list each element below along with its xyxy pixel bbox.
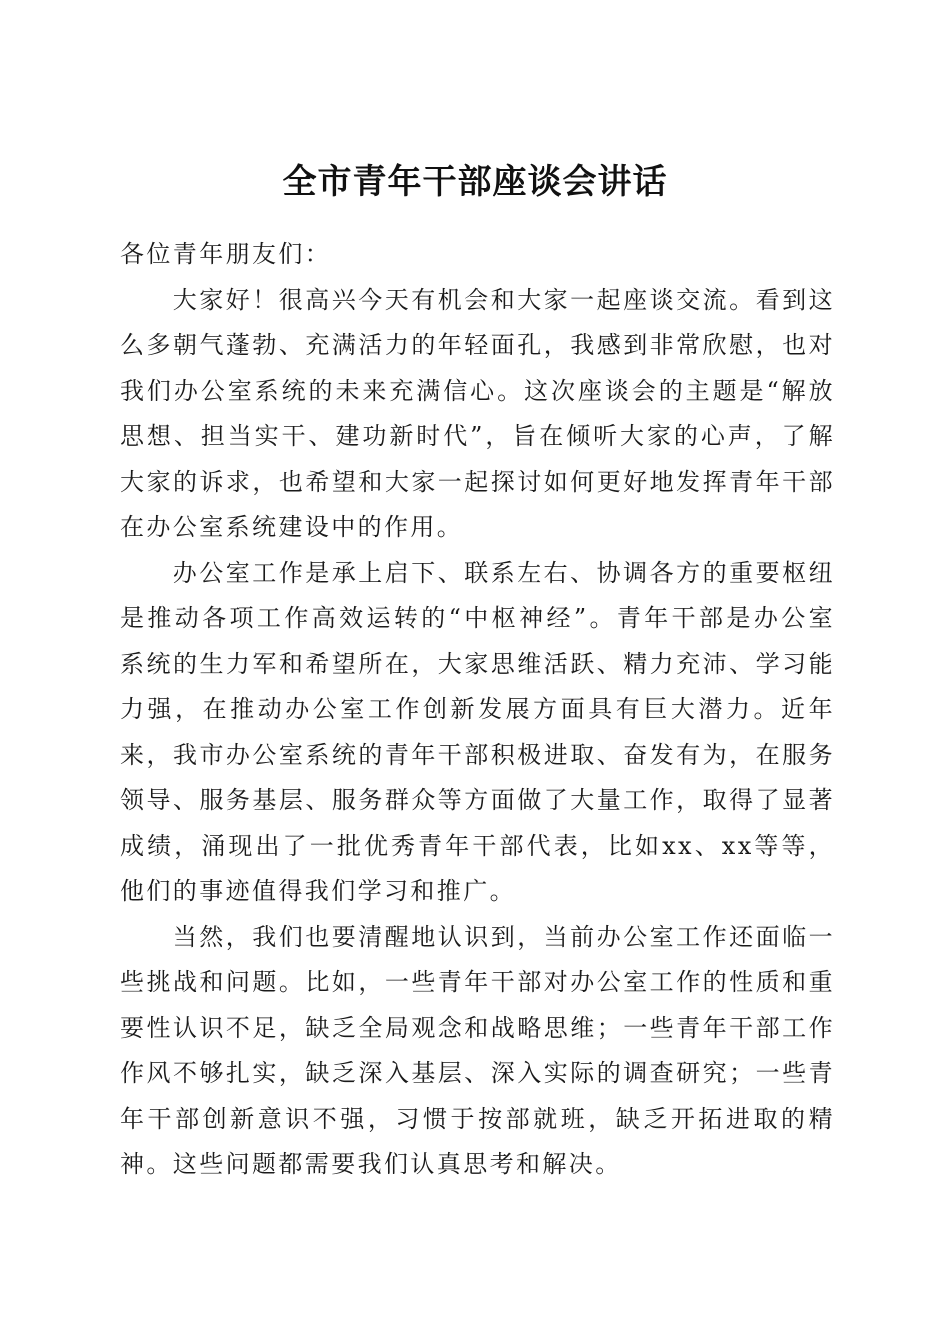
document-body (120, 232, 835, 1188)
salutation: 各位青年朋友们： (120, 240, 332, 268)
paragraph-1: 大家好！很高兴今天有机会和大家一起座谈交流。看到这么多朝气蓬勃、充满活力的年轻面孔，我感到非常欣慰，也对我们办公室系统的未来充满信心。这次座谈会的主题是“解放思想、担当实干、建功新时代”，旨在倾听大家的心声，了解大家的诉求，也希望和大家一起探讨如何更好地发挥青年干部在办公室系统建设中的作用。 (120, 285, 835, 541)
paragraph-3: 当然，我们也要清醒地认识到，当前办公室工作还面临一些挑战和问题。比如，一些青年干部对办公室工作的性质和重要性认识不足，缺乏全局观念和战略思维；一些青年干部工作作风不够扎实，缺乏深入基层、深入实际的调查研究；一些青年干部创新意识不强，习惯于按部就班，缺乏开拓进取的精神。这些问题都需要我们认真思考和解决。 (120, 922, 835, 1178)
paragraph-2: 办公室工作是承上启下、联系左右、协调各方的重要枢纽是推动各项工作高效运转的“中枢神经”。青年干部是办公室系统的生力军和希望所在，大家思维活跃、精力充沛、学习能力强，在推动办公室工作创新发展方面具有巨大潜力。近年来，我市办公室系统的青年干部积极进取、奋发有为，在服务领导、服务基层、服务群众等方面做了大量工作，取得了显著成绩，涌现出了一批优秀青年干部代表，比如xx、xx等等，他们的事迹值得我们学习和推广。 (120, 558, 835, 905)
document-title: 全市青年干部座谈会讲话 (282, 161, 668, 202)
